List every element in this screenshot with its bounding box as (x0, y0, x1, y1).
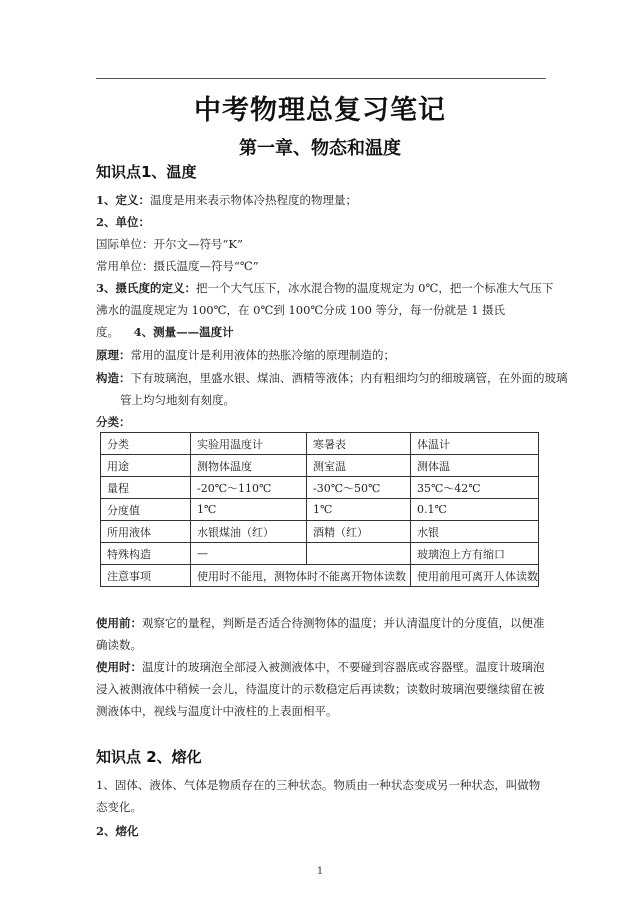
table-cell: 0.1℃ (411, 499, 539, 521)
table-cell: 1℃ (191, 499, 307, 521)
table-cell: 实验用温度计 (191, 433, 307, 455)
chapter-title: 第一章、物态和温度 (239, 138, 401, 159)
table-row (101, 455, 539, 477)
table-cell: 使用时不能甩，测物体时不能离开物体读数 (191, 565, 411, 587)
table-cell: 酒精（红） (307, 521, 411, 543)
celsius-text-1: 把一个大气压下，冰水混合物的温度规定为 0℃，把一个标准大气压下 (196, 281, 554, 295)
table-cell: 量程 (101, 477, 191, 499)
unit-label: 2、单位： (96, 215, 151, 229)
table-cell: 特殊构造 (101, 543, 191, 565)
thermometer-table (100, 432, 539, 587)
unit-international: 国际单位：开尔文—符号“K” (96, 237, 243, 251)
before-use-label: 使用前： (96, 616, 142, 630)
table-cell: 用途 (101, 455, 191, 477)
during-use-label: 使用时： (96, 660, 142, 674)
structure-line-1 (96, 371, 568, 385)
table-cell: 体温计 (411, 433, 539, 455)
table-row-notes (101, 565, 539, 587)
table-cell: 所用液体 (101, 521, 191, 543)
classification-label: 分类： (96, 415, 131, 429)
principle-label: 原理： (96, 348, 131, 362)
table-cell (307, 543, 411, 565)
structure-label: 构造： (96, 371, 131, 385)
during-use-paragraph (96, 656, 546, 722)
definition-line (96, 193, 546, 207)
definition-label: 1、定义： (96, 193, 151, 207)
knowledge-point-2-heading: 知识点 2、熔化 (96, 748, 202, 766)
structure-text-1: 下有玻璃泡，里盛水银、煤油、酒精等液体；内有粗细均匀的细玻璃管，在外面的玻璃 (130, 371, 568, 385)
table-cell: 测室温 (307, 455, 411, 477)
during-use-text: 温度计的玻璃泡全部浸入被测液体中，不要碰到容器底或容器壁。温度计玻璃泡浸入被测液体中稍候一会儿，待温度计的示数稳定后再读数；读数时玻璃泡要继续留在被测液体中，视线与温度计中液柱的上表面相平。 (96, 660, 545, 718)
states-paragraph: 1、固体、液体、气体是物质存在的三种状态。物质由一种状态变成另一种状态，叫做物态变化。 (96, 778, 541, 814)
table-cell: 水银煤油（红） (191, 521, 307, 543)
table-cell: 测体温 (411, 455, 539, 477)
measurement-label: 4、测量——温度计 (133, 325, 234, 339)
page-number: 1 (316, 866, 324, 877)
definition-text: 温度是用来表示物体冷热程度的物理量； (150, 193, 358, 207)
structure-text-2: 管上均匀地刻有刻度。 (120, 393, 235, 407)
before-use-paragraph (96, 612, 546, 656)
table-cell: 水银 (411, 521, 539, 543)
celsius-text-3: 度。 (96, 325, 119, 339)
celsius-text-2: 沸水的温度规定为 100℃，在 0℃到 100℃分成 100 等分，每一份就是 1 摄氏 (96, 303, 506, 317)
celsius-definition-line-1 (96, 281, 554, 295)
table-cell: 35℃～42℃ (411, 477, 539, 499)
table-row (101, 477, 539, 499)
table-cell: 寒暑表 (307, 433, 411, 455)
celsius-label: 3、摄氏度的定义： (96, 281, 197, 295)
table-cell: -30℃～50℃ (307, 477, 411, 499)
before-use-text: 观察它的量程，判断是否适合待测物体的温度；并认清温度计的分度值，以便准确读数。 (96, 616, 545, 652)
table-cell: -20℃～110℃ (191, 477, 307, 499)
table-row (101, 499, 539, 521)
header-rule (96, 78, 546, 79)
table-cell: — (191, 543, 307, 565)
table-cell: 注意事项 (101, 565, 191, 587)
table-cell: 玻璃泡上方有缩口 (411, 543, 539, 565)
melting-label: 2、熔化 (96, 824, 139, 838)
principle-text: 常用的温度计是利用液体的热胀冷缩的原理制造的； (130, 348, 395, 362)
table-cell: 测物体温度 (191, 455, 307, 477)
table-cell: 分度值 (101, 499, 191, 521)
table-row (101, 521, 539, 543)
table-cell: 分类 (101, 433, 191, 455)
table-cell: 使用前甩可离开人体读数 (411, 565, 539, 587)
page-title: 中考物理总复习笔记 (194, 95, 446, 126)
table-row (101, 433, 539, 455)
knowledge-point-1-heading: 知识点1、温度 (96, 163, 197, 181)
celsius-line-3 (96, 325, 546, 339)
table-row (101, 543, 539, 565)
principle-line (96, 348, 546, 362)
table-cell: 1℃ (307, 499, 411, 521)
unit-common: 常用单位：摄氏温度—符号“℃” (96, 259, 259, 273)
